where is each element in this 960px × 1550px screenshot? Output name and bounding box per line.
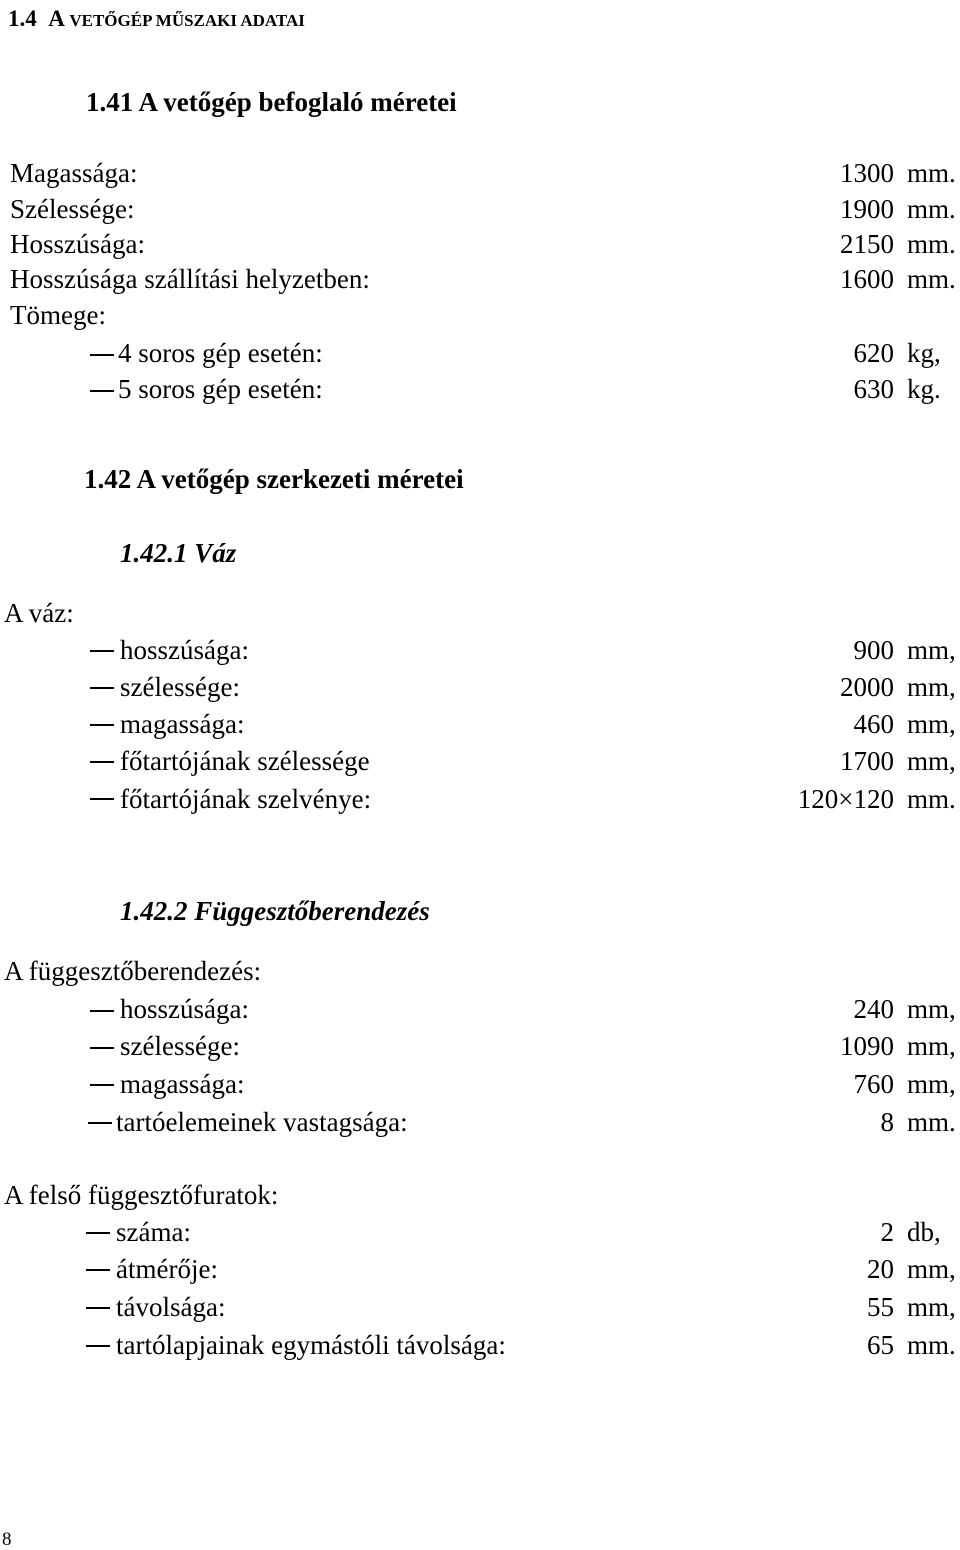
row-value: 55 xyxy=(867,1292,894,1322)
group-intro: A váz: xyxy=(4,598,74,628)
row-unit: mm, xyxy=(907,635,956,665)
row-unit: kg, xyxy=(907,338,941,368)
dash-bullet xyxy=(90,390,114,392)
row-unit: mm, xyxy=(907,994,956,1024)
section-heading xyxy=(8,7,305,30)
subsubsection-heading-1421: 1.42.1 Váz xyxy=(120,538,237,568)
row-label: 5 soros gép esetén: xyxy=(118,374,323,404)
row-label: átmérője: xyxy=(116,1254,218,1284)
dash-bullet xyxy=(86,1232,110,1234)
row-unit: mm, xyxy=(907,1031,956,1061)
row-unit: mm. xyxy=(907,194,956,224)
row-value: 1900 xyxy=(840,194,894,224)
row-label: magassága: xyxy=(120,1069,245,1099)
row-unit: mm. xyxy=(907,264,956,294)
row-label: hosszúsága: xyxy=(120,635,249,665)
row-value: 65 xyxy=(867,1330,894,1360)
row-label: száma: xyxy=(116,1217,191,1247)
dash-bullet xyxy=(90,650,114,652)
dash-bullet xyxy=(90,798,114,800)
group-intro: A felső függesztőfuratok: xyxy=(4,1180,279,1210)
row-unit: mm. xyxy=(907,229,956,259)
row-unit: mm, xyxy=(907,709,956,739)
dash-bullet xyxy=(88,1122,112,1124)
row-unit: mm, xyxy=(907,672,956,702)
row-value: 240 xyxy=(853,994,894,1024)
dash-bullet xyxy=(86,1307,110,1309)
row-value: 1300 xyxy=(840,158,894,188)
section-title-first: A xyxy=(48,6,64,31)
subsection-heading-142: 1.42 A vetőgép szerkezeti méretei xyxy=(84,464,464,494)
section-number: 1.4 xyxy=(8,6,37,31)
row-label: tartóelemeinek vastagsága: xyxy=(116,1107,408,1137)
row-value: 20 xyxy=(867,1254,894,1284)
row-label: főtartójának szelvénye: xyxy=(120,784,372,814)
row-unit: mm. xyxy=(907,1330,956,1360)
row-label: Tömege: xyxy=(10,300,106,330)
row-value: 1600 xyxy=(840,264,894,294)
row-unit: mm. xyxy=(907,1107,956,1137)
row-unit: mm, xyxy=(907,1254,956,1284)
row-value: 620 xyxy=(853,338,894,368)
dash-bullet xyxy=(86,1269,110,1271)
dash-bullet xyxy=(90,1047,114,1049)
page-number: 8 xyxy=(2,1529,12,1550)
row-label: Szélessége: xyxy=(10,194,135,224)
dash-bullet xyxy=(90,354,114,356)
row-label: magassága: xyxy=(120,709,245,739)
row-label: főtartójának szélessége xyxy=(120,746,370,776)
row-unit: mm, xyxy=(907,1292,956,1322)
row-label: 4 soros gép esetén: xyxy=(118,338,323,368)
row-value: 760 xyxy=(853,1069,894,1099)
row-label: Magassága: xyxy=(10,158,138,188)
row-value: 2 xyxy=(880,1217,894,1247)
dash-bullet xyxy=(90,724,114,726)
dash-bullet xyxy=(86,1345,110,1347)
subsection-heading-141: 1.41 A vetőgép befoglaló méretei xyxy=(86,87,457,117)
row-value: 630 xyxy=(853,374,894,404)
row-value: 8 xyxy=(880,1107,894,1137)
row-label: szélessége: xyxy=(120,672,240,702)
dash-bullet xyxy=(90,687,114,689)
row-unit: kg. xyxy=(907,374,941,404)
row-unit: mm. xyxy=(907,158,956,188)
row-label: tartólapjainak egymástóli távolsága: xyxy=(116,1330,506,1360)
row-label: távolsága: xyxy=(116,1292,226,1322)
row-label: hosszúsága: xyxy=(120,994,249,1024)
dash-bullet xyxy=(90,1010,114,1012)
row-unit: mm. xyxy=(907,784,956,814)
dash-bullet xyxy=(90,1084,114,1086)
row-value: 120×120 xyxy=(797,784,894,814)
row-unit: db, xyxy=(907,1217,941,1247)
row-unit: mm, xyxy=(907,1069,956,1099)
row-value: 1090 xyxy=(840,1031,894,1061)
subsubsection-heading-1422: 1.42.2 Függesztőberendezés xyxy=(120,896,430,926)
row-value: 1700 xyxy=(840,746,894,776)
row-value: 2000 xyxy=(840,672,894,702)
dash-bullet xyxy=(90,761,114,763)
row-label: Hosszúsága szállítási helyzetben: xyxy=(10,264,370,294)
section-title-rest: VETŐGÉP MŰSZAKI ADATAI xyxy=(69,11,305,30)
row-label: Hosszúsága: xyxy=(10,229,145,259)
row-value: 460 xyxy=(853,709,894,739)
row-label: szélessége: xyxy=(120,1031,240,1061)
row-unit: mm, xyxy=(907,746,956,776)
group-intro: A függesztőberendezés: xyxy=(4,956,262,986)
row-value: 900 xyxy=(853,635,894,665)
row-value: 2150 xyxy=(840,229,894,259)
